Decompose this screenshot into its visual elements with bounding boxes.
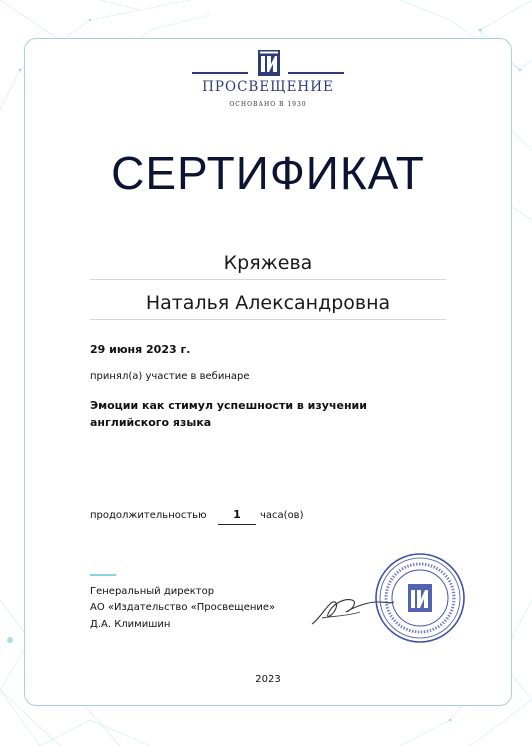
participation-text: принял(а) участие в вебинаре xyxy=(90,371,250,382)
signatory-organization: АО «Издательство «Просвещение» xyxy=(90,602,276,613)
signatory-name: Д.А. Климишин xyxy=(90,619,171,630)
duration-label: продолжительностью xyxy=(90,510,207,521)
publisher-logo xyxy=(190,50,346,112)
event-date: 29 июня 2023 г. xyxy=(90,343,191,356)
publisher-founded: ОСНОВАНО В 1930 xyxy=(229,101,307,108)
signatory-position: Генеральный директор xyxy=(90,586,215,597)
recipient-first-name: Наталья Александровна xyxy=(145,292,391,314)
duration-value: 1 xyxy=(218,508,256,525)
recipient-surname: Кряжева xyxy=(223,252,313,274)
publisher-name: ПРОСВЕЩЕНИЕ xyxy=(202,79,334,95)
duration-unit: часа(ов) xyxy=(260,510,304,521)
certificate-title: СЕРТИФИКАТ xyxy=(111,147,425,199)
logo-rule-right xyxy=(288,72,344,74)
surname-divider xyxy=(90,279,446,280)
prosveshchenie-emblem-icon xyxy=(258,50,280,76)
certificate-year: 2023 xyxy=(255,674,281,685)
company-seal-icon xyxy=(374,552,466,644)
first-name-divider xyxy=(90,319,446,320)
webinar-title: Эмоции как стимул успешности в изучении английского языка xyxy=(90,399,367,429)
signature-accent-line xyxy=(90,574,116,576)
logo-rule-left xyxy=(192,72,248,74)
